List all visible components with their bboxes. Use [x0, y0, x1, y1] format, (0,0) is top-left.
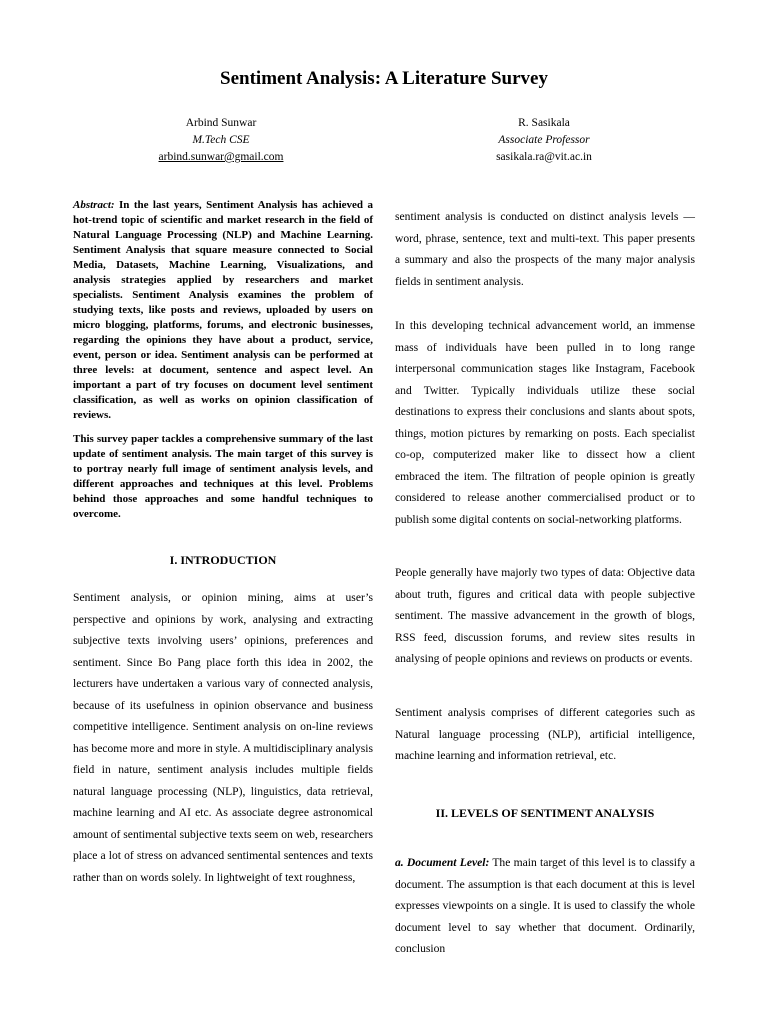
abstract-paragraph-2: This survey paper tackles a comprehensive summary of the last update of sentiment analysis. The main target of this survey is to portray nearly full image of sentiment analysis levels, and different approaches and techniques at this level. Problems behind those approaches and some handful techniques to overcome.: [73, 433, 373, 520]
author-email-link[interactable]: arbind.sunwar@gmail.com: [158, 151, 284, 163]
abstract-paragraph: [73, 198, 373, 423]
paper-title: Sentiment Analysis: A Literature Survey: [220, 68, 548, 89]
author-affiliation: Associate Professor: [498, 134, 590, 146]
body-paragraph: sentiment analysis is conducted on distinct analysis levels —word, phrase, sentence, text and multi-text. This paper presents a summary and also the prospects of the many major analysis fields in sentiment analysis.: [395, 210, 695, 288]
author-affiliation: M.Tech CSE: [192, 134, 250, 146]
body-paragraph: People generally have majorly two types of data: Objective data about truth, figures and critical data with people subjective sentiment. The massive advancement in the growth of blogs, RSS feed, discussion forums, and review sites results in analysing of people opinions and reviews on products or events.: [395, 566, 695, 665]
abstract-text: In the last years, Sentiment Analysis has achieved a hot-trend topic of scientific and market research in the field of Natural Language Processing (NLP) and Machine Learning. Sentiment Analysis that square measure connected to Social Media, Datasets, Machine Learning, Visualizations, and analysis strategies applied by researchers and market specialists. Sentiment Analysis examines the problem of studying texts, like posts and reviews, uploaded by users on micro blogging, platforms, forums, and electronic businesses, regarding the opinions they have about a product, service, event, person or idea. Sentiment analysis can be performed at three levels: at document, sentence and aspect level. An important a part of try focuses on document level sentiment classification, as well as works on opinion classification of reviews.: [73, 199, 373, 421]
author-name: R. Sasikala: [518, 117, 570, 129]
document-level-label: a. Document Level:: [395, 856, 490, 869]
author-name: Arbind Sunwar: [185, 117, 257, 129]
author-email: sasikala.ra@vit.ac.in: [496, 151, 592, 163]
body-paragraph: In this developing technical advancement world, an immense mass of individuals have been pulled in to long range interpersonal communication stages like Instagram, Facebook and Twitter. Typically individuals utilize these social destinations to express their conclusions and slants about spots, things, motion pictures by remarking on posts. Each specialist co-op, computerized maker like to dissect how a client embraced the item. The filtration of people opinion is greatly considered to release another commercialised product or to publish some digital contents on social-networking platforms.: [395, 319, 695, 526]
document-level-paragraph: [395, 852, 695, 960]
section-heading-levels: II. LEVELS OF SENTIMENT ANALYSIS: [435, 806, 655, 820]
section-heading-introduction: I. INTRODUCTION: [169, 553, 277, 567]
abstract-label: Abstract:: [73, 199, 115, 211]
document-level-text: The main target of this level is to classify a document. The assumption is that each document at this is level expresses viewpoints on a single. It is used to classify the whole document level to say whether that document. Ordinarily, conclusion: [395, 856, 695, 955]
author-block-2: [424, 115, 664, 166]
body-paragraph: Sentiment analysis comprises of different categories such as Natural language processing (NLP), artificial intelligence, machine learning and information retrieval, etc.: [395, 706, 695, 762]
author-block-1: [101, 115, 341, 166]
intro-paragraph: Sentiment analysis, or opinion mining, aims at user’s perspective and opinions by work, analysing and extracting subjective texts involving users’ opinions, preferences and sentiment. Since Bo Pang place forth this idea in 2002, the lecturers have undertaken a various vary of connected analysis, because of its usefulness in opinion observance and business competitive intelligence. Sentiment analysis on on-line reviews has become more and more in style. A multidisciplinary analysis field in nature, sentiment analysis includes multiple fields natural language processing (NLP), linguistics, data retrieval, machine learning and AI etc. As associate degree astronomical amount of sentimental subjective texts seem on web, researchers place a lot of stress on advanced sentimental sentences and texts rather than on words solely. In lightweight of text roughness,: [73, 591, 373, 884]
